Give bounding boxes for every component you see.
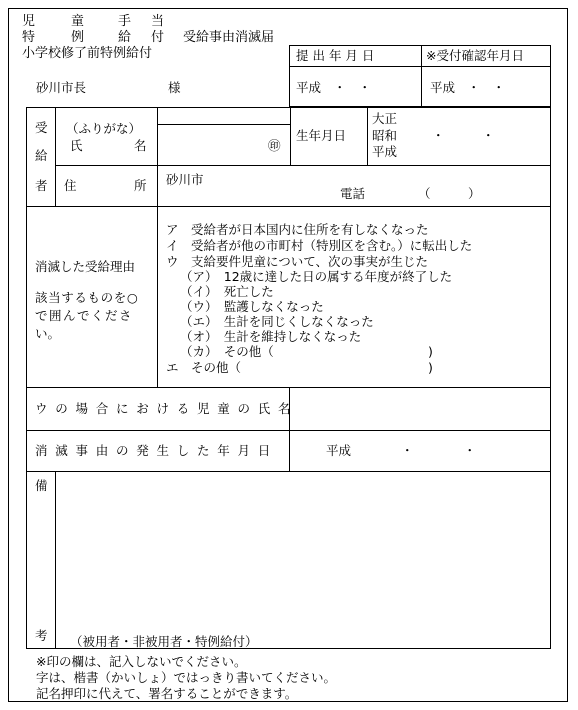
reason-sub-option[interactable]: （オ） 生計を維持しなくなった (180, 329, 362, 344)
footer-note: 字は、楷書（かいしょ）ではっきり書いてください。 (36, 670, 337, 685)
form-subtitle: 小学校修了前特例給付 (22, 46, 153, 61)
child-name-label: ウの場合における児童の氏名 (35, 401, 299, 416)
header-char: 給 (118, 30, 132, 45)
reason-option-a[interactable]: ア 受給者が日本国内に住所を有しなくなった (166, 222, 429, 237)
recipient-side-char: 者 (35, 178, 48, 193)
address-label: 住 (64, 178, 77, 193)
furigana-input[interactable] (158, 108, 289, 124)
submit-date-label: 提 出 年 月 日 (296, 48, 375, 63)
reason-sub-option[interactable]: （イ） 死亡した (180, 284, 274, 299)
furigana-label: （ふりがな） (66, 121, 142, 136)
reason-sub-option[interactable]: （ウ） 監護しなくなった (180, 299, 324, 314)
receipt-date-label: ※受付確認年月日 (426, 48, 524, 63)
header-char: 児 (22, 14, 36, 29)
seal-mark: ㊞ (268, 138, 281, 153)
birth-date-label: 生年月日 (296, 128, 347, 143)
remarks-side-char: 備 (35, 478, 48, 493)
recipient-side-char: 受 (35, 120, 48, 135)
era-option[interactable]: 昭和 (372, 128, 398, 143)
addressee-mayor: 砂川市長 (36, 80, 87, 95)
reason-option-e[interactable]: エ その他（ (166, 360, 242, 375)
event-date-field[interactable]: 平成 ・ ・ (326, 443, 477, 458)
close-paren: ) (428, 360, 433, 375)
addressee-sama: 様 (168, 80, 181, 95)
header-char: 特 (22, 30, 36, 45)
reason-option-u[interactable]: ウ 支給要件児童について、次の事実が生じた (166, 254, 429, 269)
name-label: 名 (134, 138, 147, 153)
remarks-input[interactable] (56, 472, 550, 632)
era-option[interactable]: 平成 (372, 144, 398, 159)
phone-field[interactable]: （ ） (418, 186, 481, 201)
address-label: 所 (134, 178, 147, 193)
reason-sub-option[interactable]: （エ） 生計を同じくしなくなった (180, 314, 374, 329)
recipient-side-char: 給 (35, 148, 48, 163)
birth-date-field[interactable]: ・ ・ (432, 128, 495, 143)
header-char: 手 (118, 14, 132, 29)
reason-instruction: い。 (35, 326, 61, 341)
header-char: 付 (151, 30, 165, 45)
footer-note: 記名押印に代えて、署名することができます。 (36, 686, 298, 701)
address-field[interactable]: 砂川市 (166, 172, 204, 187)
header-char: 例 (71, 30, 85, 45)
era-option[interactable]: 大正 (372, 111, 398, 126)
close-paren: ) (428, 344, 433, 359)
event-date-label: 消滅事由の発生した年月日 (35, 443, 279, 458)
reason-option-i[interactable]: イ 受給者が他の市町村（特別区を含む。）に転出した (166, 238, 473, 253)
header-char: 童 (71, 14, 85, 29)
form-title: 受給事由消滅届 (183, 30, 275, 45)
child-name-input[interactable] (290, 388, 550, 429)
footer-note: ※印の欄は、記入しないでください。 (36, 654, 247, 669)
header-char: 当 (151, 14, 165, 29)
employment-type-note[interactable]: （被用者・非被用者・特例給付） (70, 634, 258, 649)
reason-label: 消滅した受給理由 (35, 259, 136, 274)
reason-sub-option[interactable]: （カ） その他（ (180, 344, 274, 359)
receipt-date-field: 平成 ・ ・ (430, 80, 506, 95)
reason-instruction: で囲んでくださ (35, 308, 134, 323)
remarks-side-char: 考 (35, 628, 48, 643)
phone-label: 電話 (340, 186, 366, 201)
reason-sub-option[interactable]: （ア） 12歳に達した日の属する年度が終了した (180, 269, 453, 284)
name-label: 氏 (70, 138, 83, 153)
submit-date-field[interactable]: 平成 ・ ・ (296, 80, 372, 95)
reason-instruction: 該当するものを○ (35, 290, 139, 305)
